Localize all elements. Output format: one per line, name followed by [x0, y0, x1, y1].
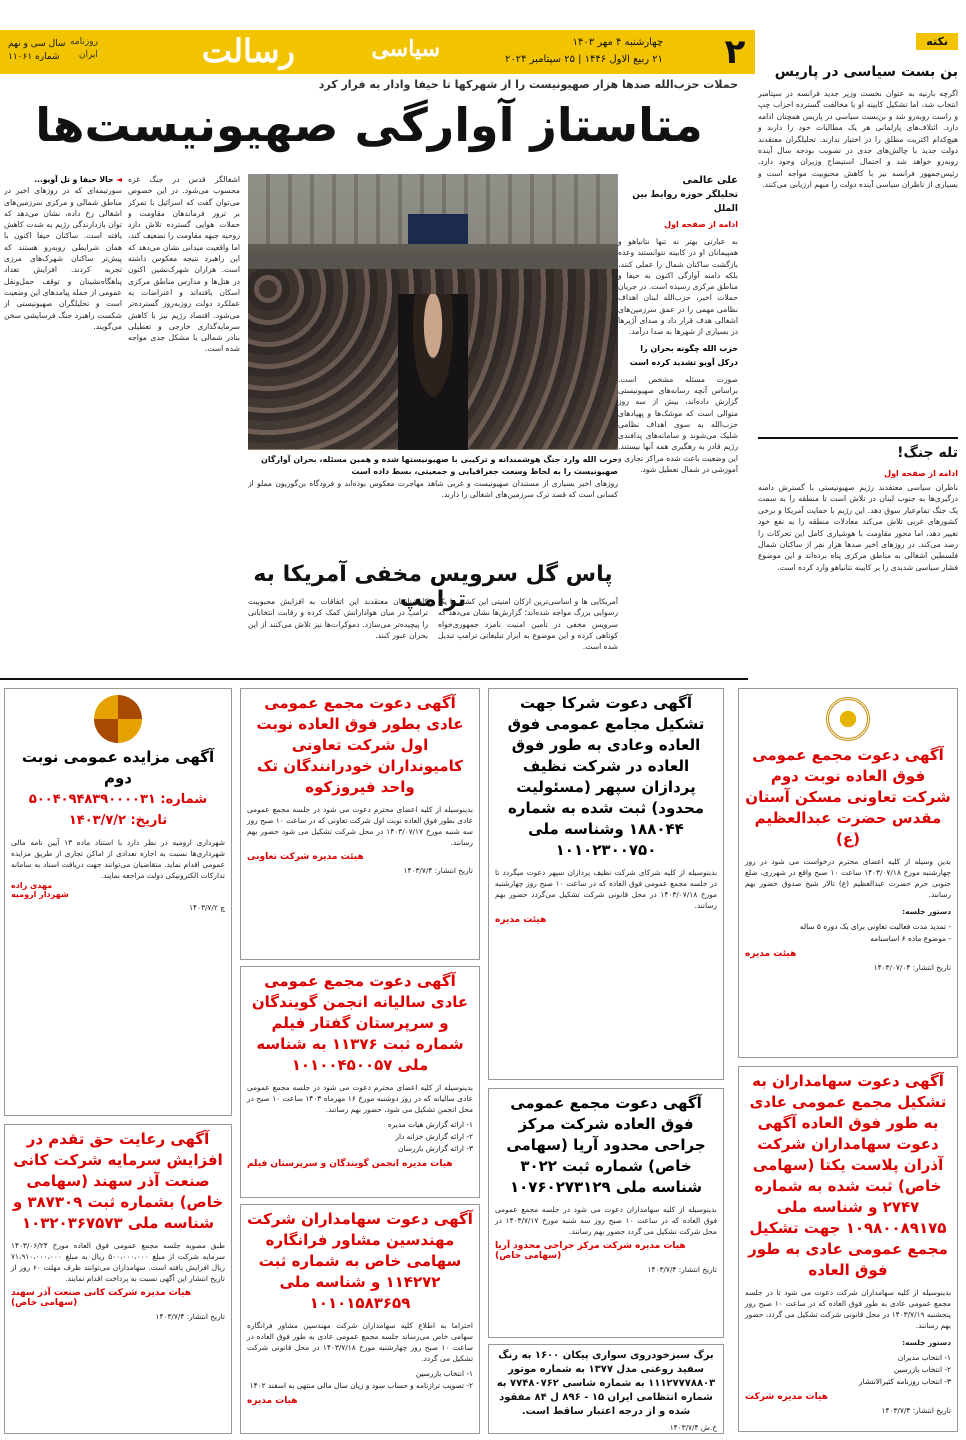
ad-1-title: آگهی دعوت شرکا جهت تشکیل مجامع عمومی فوق العاده وعادی به طور فوق العاده در شرکت نظیف پردازان سپهر (مسئولیت محدود) ثبت شده به شماره ۱۸۸۰۴۴ وشناسه ملی ۱۰۱۰۲۳۰۰۷۵۰ [507, 694, 705, 859]
ad-4-agenda-title: دستور جلسه: [902, 1338, 951, 1347]
ad-7-sign: هیات مدیره شرکت کانی صنعت آذر سهند (سهامی خاص) [11, 1288, 192, 1308]
article-headline: متاستاز آوارگی صهیونیست‌ها [35, 98, 703, 152]
article-continued: ادامه از صفحه اول [664, 220, 738, 229]
ad-4-agenda [745, 1352, 951, 1388]
brand-line-1: روزنامه [70, 37, 98, 47]
newspaper-logo: رسالت [201, 32, 295, 70]
ad-6-body: بدینوسیله از کلیه اعضای محترم دعوت می شود در جلسه مجمع عمومی عادی سالیانه که در روز دوشنبه مورخ ۱۶ مهرماه ۱۴۰۳ ساعت ۱۰ صبح در محل انجمن تشکیل می شود، حضور بهم رسانند. [247, 1083, 473, 1114]
page-number: ۲ [715, 30, 755, 74]
ad-3-date-big: تاریخ: ۱۴۰۳/۷/۲ [68, 813, 168, 828]
section-title: سیاسی [371, 36, 440, 62]
col1-body-2: صورت مسئله مشخص است. براساس آنچه رسانه‌های صهیونیستی گزارش داده‌اند، بیش از سه روز متوالی است که موشک‌ها و پهپادهای حزب‌الله به سوی اهداف نظامی شلیک می‌شوند و سامانه‌های پدافندی رژیم قادر به رهگیری همه آنها نیستند. این وضعیت باعث شده مراکز تجاری و آموزشی در شمال تعطیل شود. [618, 374, 738, 475]
ad-kani-sanat [4, 1124, 232, 1434]
talle-column [758, 437, 958, 680]
col1-body: به عبارتی بهتر نه تنها نتانیاهو و همپیمانان او در کابینه نتوانستند وعده بازگشت ساکنان شمال را عملی کنند، بلکه دامنه آوارگی اکنون به حیفا و مناطق مرکزی رسیده است. در جریان حملات اخیر، حزب‌الله لبنان اهداف نظامی مهمی را در عمق سرزمین‌های اشغالی هدف قرار داد و صدای آژیرها در بسیاری از شهرها به صدا درآمد. [618, 237, 738, 337]
ad-3-body: شهرداری ارومیه در نظر دارد با استناد ماده ۱۳ آیین نامه مالی شهرداری‌ها نسبت به اجاره تعدادی از اماکن تجاری از طریق مزایده عمومی اقدام نماید. متقاضیان می‌توانند جهت دریافت اسناد به سامانه تدارکات الکترونیکی دولت مراجعه نمایند. [11, 838, 225, 880]
ad-9-date: خ.ش ۱۴۰۳/۷/۴ [669, 1423, 717, 1432]
ad-5-sign: هیات مدیره شرکت مرکز جراحی محدود آریا (سهامی خاص) [495, 1241, 686, 1261]
issue-year: سال سی و نهم [8, 39, 66, 49]
talle-title: تله جنگ! [897, 445, 958, 461]
agenda-item: ۲- ارائه گزارش خزانه دار [395, 1132, 473, 1141]
author-box [618, 174, 738, 475]
date-line-1: چهارشنبه ۴ مهر ۱۴۰۳ [572, 37, 663, 48]
ad-3-sign-title: شهردار ارومیه [11, 890, 69, 899]
ad-8-agenda [247, 1368, 473, 1392]
ad-3-title: آگهی مزایده عمومی نوبت دوم [21, 748, 215, 787]
masthead-bar [0, 30, 715, 74]
author-name: علی عالمی [682, 175, 738, 186]
airport-crowd-photo [248, 174, 618, 450]
issue-number: شماره ۱۱۰۶۱ [8, 52, 60, 62]
ad-1-body: بدینوسیله از کلیه شرکای شرکت نظیف پردازان سپهر دعوت میگردد تا در جلسه مجمع عمومی فوق العاده که در ساعت ۱۰ صبح روز چهارشنبه مورخ ۱۴۰۳/۰۷/۱۸ در محل قانونی شرکت تشکیل می‌گردد حضور بهم رسانند. [495, 868, 718, 910]
ad-2-sign: هیئت مدیره شرکت تعاونی [247, 852, 364, 862]
ad-2-date: تاریخ انتشار: ۱۴۰۳/۷/۴ [403, 866, 473, 875]
talle-continued: ادامه از صفحه اول [884, 469, 958, 478]
author-role: تحلیلگر حوزه روابط بین الملل [632, 190, 738, 214]
article-kicker: حملات حزب‌الله صدها هزار صهیونیست را از شهرکها تا حیفا وادار به فرار کرد [318, 78, 738, 91]
agenda-item: ۲- تصویب ترازنامه و حساب سود و زیان سال مالی منتهی به اسفند ۱۴۰۲ [249, 1381, 473, 1390]
agenda-item: - موضوع ماده ۶ اساسنامه [870, 934, 951, 943]
ad-faranegareh [240, 1204, 480, 1434]
ad-5-body: بدینوسیله از کلیه سهامداران دعوت می شود در جلسه مجمع عمومی فوق العاده که در ساعت ۱۰ صبح روز سه شنبه مورخ ۱۴۰۳/۷/۱۷ در محل شرکت تشکیل می گردد حضور بهم رسانند. [495, 1205, 717, 1236]
date-line-2: ۲۱ ربیع الاول ۱۴۴۶ | ۲۵ سپتامبر ۲۰۲۴ [505, 54, 663, 65]
ad-6-agenda [247, 1119, 473, 1155]
ad-8-sign: هیات مدیره [247, 1396, 298, 1406]
nokte-column [758, 30, 958, 435]
ad-2-title: آگهی دعوت مجمع عمومی عادی بطور فوق العاده نوبت اول شرکت تعاونی کامیونداران خودرانندگان تک واحد فیروزکوه [256, 694, 464, 796]
ad-azaran-plast [738, 1066, 958, 1432]
ad-7-body: طبق مصوبه جلسه مجمع عمومی فوق العاده مورخ ۱۴۰۳/۰۶/۲۴ سرمایه شرکت از مبلغ ۵۰۰،۰۰۰،۰۰۰ ریال به مبلغ ۷۱،۹۱۰،۰۰۰،۰۰۰ ریال افزایش یافته است. سهامداران می‌توانند ظرف مهلت ۶۰ روز از تاریخ انتشار این آگهی نسبت به پرداخت اقدام نمایند. [11, 1241, 226, 1283]
caption-col-body: روزهای اخیر بسیاری از مستندان صهیونیست و غربی شاهد مهاجرت معکوس بوده‌اند و فرودگاه بن‌گوریون مملو از کسانی است که قصد ترک سرزمین‌های اشغالی را دارند. [248, 479, 618, 500]
sub-headline: پاس گل سرویس مخفی آمریکا به ترامپ [253, 562, 613, 612]
photo-woman [398, 294, 468, 450]
ad-nazif-pardazan [488, 688, 724, 1080]
ad-firuzkuh-cooperative [240, 688, 480, 960]
nokte-tag: نکته [916, 33, 958, 50]
ad-3-number: شماره: ۵۰۰۴۰۹۴۸۳۹۰۰۰۰۳۱ [28, 792, 208, 807]
masthead [0, 30, 755, 74]
ad-0-agenda-title: دستور جلسه: [902, 907, 951, 916]
ad-4-title: آگهی دعوت سهامداران به تشکیل مجمع عمومی عادی به طور فوق العاده آگهی دعوت سهامداران شرکت آذران پلاست یکتا (سهامی خاص) ثبت شده به شماره ۲۷۴۷ و شناسه ملی ۱۰۹۸۰۰۸۹۱۷۵ جهت تشکیل مجمع عمومی عادی به طور فوق العاده [748, 1072, 948, 1279]
ad-4-date: تاریخ انتشار: ۱۴۰۳/۷/۴ [881, 1406, 951, 1415]
col1-subhead: حزب الله چگونه بحران را درکل آویو تشدید کرده است [629, 343, 738, 367]
ad-7-title: آگهی رعایت حق تقدم در افزایش سرمایه شرکت کانی صنعت آذر سهند (سهامی خاص) بشماره ثبت ۳۸۷۳۰۹ و شناسه ملی ۱۰۳۲۰۳۶۷۵۷۳ [12, 1130, 224, 1232]
ad-0-title: آگهی دعوت مجمع عمومی فوق العاده نوبت دوم شرکت تعاونی مسکن آستان مقدس حضرت عبدالعظیم (ع) [745, 746, 951, 848]
col3-subhead [4, 174, 122, 185]
nokte-title: بن بست سیاسی در پاریس [774, 64, 958, 80]
ad-3-sign-name: مهدی زاده [11, 881, 53, 890]
col3-subhead-text: حالا حیفا و تل آویو... [34, 175, 114, 184]
main-article [0, 78, 748, 680]
ad-urmia-auction [4, 688, 232, 1116]
agenda-item: ۳- ارائه گزارش بازرسان [398, 1144, 473, 1153]
photo-caption: حزب الله وارد جنگ هوشمندانه و ترکیبی با صهیونیستها شده و همین مسئله، بحران آوارگان صهیونیست را به لحاظ وسعت جغرافیایی و جمعیتی، بسط داده است [261, 455, 618, 476]
ad-0-sign: هیئت مدیره [745, 949, 797, 959]
ad-3-date: چ ۱۴۰۳/۷/۲ [189, 903, 225, 912]
ad-6-title: آگهی دعوت مجمع عمومی عادی سالیانه انجمن گویندگان و سرپرستان گفتار فیلم شماره ثبت ۱۱۳۷۶ به شناسه ملی ۱۰۱۰۰۴۵۰۰۵۷ [251, 972, 469, 1074]
agenda-item: ۱- ارائه گزارش هیات مدیره [387, 1120, 473, 1129]
issue-meta [8, 38, 65, 64]
masthead-date [505, 34, 663, 68]
ad-dubbers-association [240, 966, 480, 1198]
col3-body: سورتیمه‌ای که در روزهای اخیر در مناطق شمالی و مرکزی سرزمین‌های اشغالی رخ داده، نشان می‌دهد که توان بازدارندگی رژیم به شدت کاهش یافته است. ساکنان حیفا اکنون با همان شرایطی روبه‌رو هستند که پیش‌تر ساکنان شهرک‌های مرزی تجربه کردند. افزایش تعداد پناهگاه‌نشینان و توقف حمل‌ونقل عمومی از جمله پیامدهای این وضعیت است و تحلیلگران صهیونیستی از شکست راهبرد جنگ فرسایشی سخن می‌گویند. [4, 186, 122, 331]
ad-0-date: تاریخ انتشار: ۱۴۰۳/۰۷/۰۴ [873, 963, 951, 972]
ad-4-sign: هیات مدیره شرکت [745, 1392, 828, 1402]
ad-2-body: بدینوسیله از کلیه اعضای محترم دعوت می شود در جلسه مجمع عمومی عادی بطور فوق العاده نوبت اول شرکت تعاونی که در ساعت ۱۰ صبح روز سه شنبه مورخ ۱۴۰۳/۰۷/۱۷ در محل شرکت تشکیل می شود حضور بهم رسانند. [247, 805, 474, 847]
subcol-b: کارشناسان معتقدند این اتفاقات به افزایش محبوبیت ترامپ در میان هوادارانش کمک کرده و رقابت انتخاباتی را پیچیده‌تر می‌سازد. دموکرات‌ها نیز تلاش می‌کنند از این بحران عبور کنند. [248, 597, 428, 640]
ad-4-body: بدینوسیله از کلیه سهامداران شرکت دعوت می شود تا در جلسه مجمع عمومی عادی به طور فوق العاده که در ساعت ۱۰ صبح روز پنجشنبه ۱۴۰۳/۷/۱۹ در محل قانونی شرکت تشکیل می گردد، حضور بهم رسانند. [745, 1288, 951, 1330]
ad-8-title: آگهی دعوت سهامداران شرکت مهندسین مشاور فرانگاره سهامی خاص به شماره ثبت ۱۱۴۲۷۲ و شناسه ملی ۱۰۱۰۱۵۸۳۶۵۹ [247, 1210, 473, 1312]
ad-9-text: برگ سبزخودروی سواری پیکان ۱۶۰۰ به رنگ سفید روغنی مدل ۱۳۷۷ به شماره موتور ۱۱۱۲۷۷۷۸۸۰۳ به شماره شاسی ۷۷۴۸۰۷۶۲ به شماره انتظامی ایران ۱۵ - ۸۹۶ ل ۸۴ مفقود شده و از درجه اعتبار ساقط است. [496, 1350, 716, 1417]
shrine-logo-icon [826, 697, 870, 741]
ad-7-date: تاریخ انتشار: ۱۴۰۳/۷/۴ [155, 1312, 225, 1321]
talle-body: ناظران سیاسی معتقدند رژیم صهیونیستی با گسترش دامنه درگیری‌ها به جنوب لبنان در تلاش است تا منطقه را به سمت یک جنگ تمام‌عیار سوق دهد. این رژیم با حمایت آمریکا و برخی کشورهای غربی تلاش می‌کند معادلات منطقه را به نفع خود تغییر دهد، اما محور مقاومت با هوشیاری کامل این تحرکات را رصد می‌کند. در روزهای اخیر صدها هزار نفر از ساکنان شمال فلسطین اشغالی به مناطق مرکزی پناه برده‌اند و این موضوع فشار سیاسی شدیدی را بر کابینه نتانیاهو وارد کرده است. [758, 483, 958, 572]
brand-line-2: ایران [78, 50, 98, 60]
ad-5-date: تاریخ انتشار: ۱۴۰۳/۷/۴ [647, 1265, 717, 1274]
col3 [4, 174, 122, 644]
brand-mark [70, 36, 98, 62]
col2-body: اشغالگر قدس در جنگ غزه محسوب می‌شود. در این خصوص می‌توان گفت که اسرائیل با تمرکز بر ترور فرماندهان مقاومت و حملات هوایی گسترده تلاش دارد روحیه جبهه مقاومت را تضعیف کند، اما واقعیت میدانی نشان می‌دهد که این راهبرد نتیجه معکوس داشته است. هزاران شهرک‌نشین اکنون در هتل‌ها و مدارس مناطق مرکزی اسکان یافته‌اند و اعتراضات به عملکرد دولت روزبه‌روز گسترده‌تر می‌شود. اقتصاد رژیم نیز با کاهش سرمایه‌گذاری خارجی و تعطیلی بنادر شمالی با مشکل جدی مواجه شده است. [128, 175, 240, 354]
ad-6-sign: هیات مدیره انجمن گویندگان و سرپرستان فیلم [247, 1159, 453, 1169]
agenda-item: - تمدید مدت فعالیت تعاونی برای یک دوره ۵ ساله [799, 922, 951, 931]
agenda-item: ۱- انتخاب مدیران [897, 1353, 951, 1362]
ad-arya-surgery [488, 1088, 724, 1338]
nokte-body: اگرچه بارنیه به عنوان نخست وزیر جدید فرانسه در سپتامبر انتخاب شد، اما تشکیل کابینه او با مخالفت گسترده احزاب چپ و راست روبه‌رو شد و بن‌بست سیاسی در پاریس همچنان ادامه دارد. ائتلاف‌های پارلمانی هر یک مطالبات خود را دارند و هیچ‌کدام اکثریت مطلق را در اختیار ندارند. تحلیلگران معتقدند دولت جدید با چالش‌های جدی در تصویب بودجه سال آینده روبه‌رو خواهد شد و احتمال استیضاح وزیران وجود دارد. رئیس‌جمهور فرانسه نیز با کاهش محبوبیت مواجه است و بسیاری از ناظران سیاسی آینده دولت را مبهم ارزیابی می‌کنند. [758, 89, 958, 190]
agenda-item: ۳- انتخاب روزنامه کثیرالانتشار [859, 1377, 951, 1386]
ad-0-agenda [745, 921, 951, 945]
section-divider [0, 678, 748, 680]
photo-departure-board [408, 214, 468, 244]
agenda-item: ۱- انتخاب بازرسین [415, 1369, 473, 1378]
ad-tavoni-maskan [738, 688, 958, 1058]
subcol-a: آمریکایی ها و اساسی‌ترین ارکان امنیتی این کشور با یک رسوایی بزرگ مواجه شده‌اند؛ گزارش‌ها نشان می‌دهد که سرویس مخفی در تأمین امنیت نامزد جمهوری‌خواه کوتاهی کرده و این موضوع به ابزار تبلیغاتی ترامپ تبدیل شده است. [438, 597, 618, 652]
ad-1-sign: هیئت مدیره [495, 915, 547, 925]
ad-8-body: احتراما به اطلاع کلیه سهامداران شرکت مهندسین مشاور فرانگاره سهامی خاص می‌رساند جلسه مجمع عمومی عادی به طور فوق العاده در ساعت ۱۰ صبح روز چهارشنبه مورخ ۱۴۰۳/۷/۱۸ در محل قانونی شرکت تشکیل می گردد. [247, 1321, 473, 1363]
red-arrow-icon: ◄ [113, 175, 122, 184]
municipality-seal-icon [94, 695, 142, 743]
agenda-item: ۲- انتخاب بازرسین [893, 1365, 951, 1374]
ad-lost-car-document [488, 1344, 724, 1434]
ad-0-body: بدین وسیله از کلیه اعضای محترم درخواست می شود در روز چهارشنبه مورخ ۱۴۰۳/۰۷/۱۸ ساعت ۱۰ صبح واقع در شهرری، ضلع جنوبی حرم حضرت عبدالعظیم (ع) تالار شیخ صدوق حضور بهم رسانند. [745, 857, 952, 899]
ad-5-title: آگهی دعوت مجمع عمومی فوق العاده شرکت مرکز جراحی محدود آریا (سهامی خاص) شماره ثبت ۳۰۲۲ شناسه ملی ۱۰۷۶۰۲۷۳۱۲۹ [506, 1094, 706, 1196]
